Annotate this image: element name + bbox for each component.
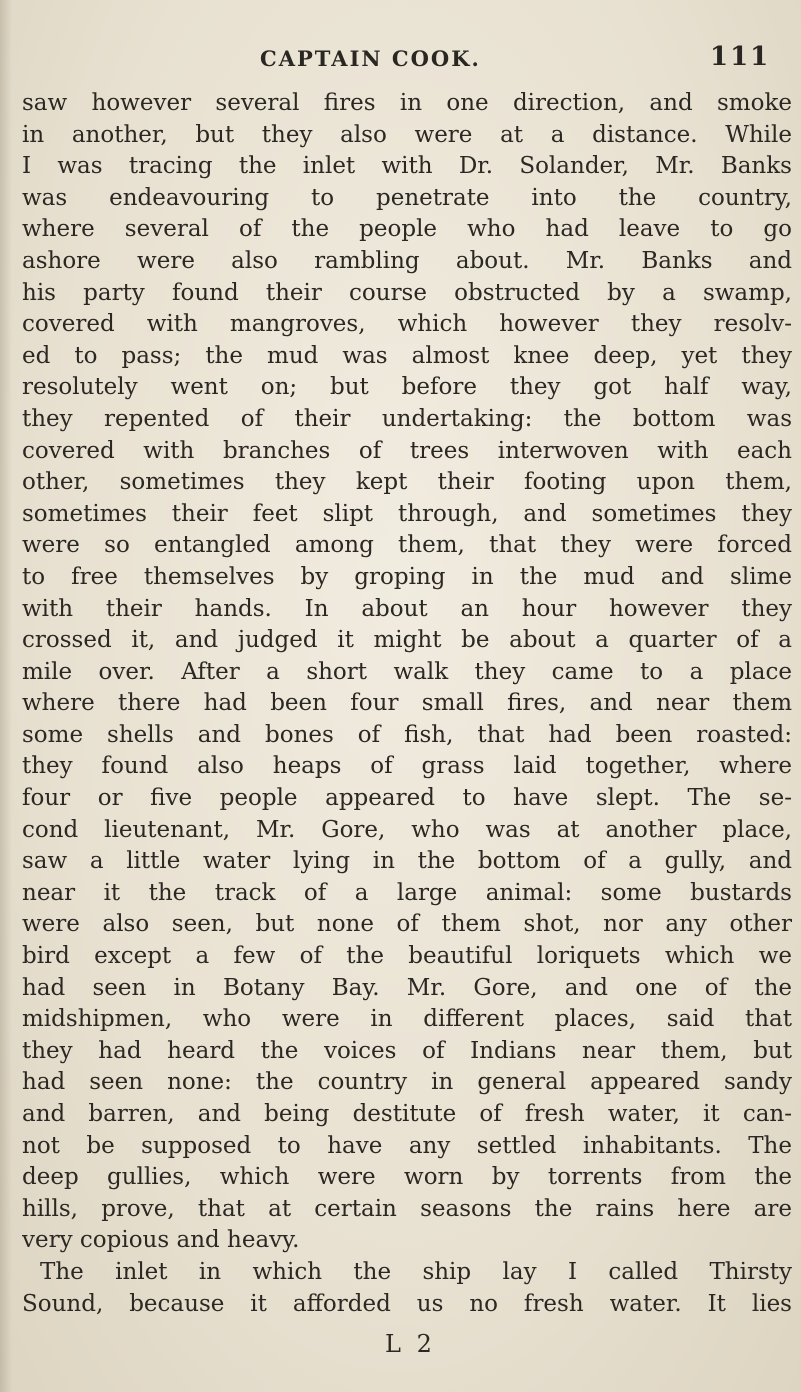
body-text [22,88,792,1320]
text-line: ed to pass; the mud was almost knee deep, yet they [22,342,792,369]
text-line: in another, but they also were at a distance. While [22,121,792,148]
text-line: to free themselves by groping in the mud and slime [22,563,792,590]
text-line: cond lieutenant, Mr. Gore, who was at another place, [22,816,792,843]
text-line: was endeavouring to penetrate into the country, [22,184,792,211]
text-line: hills, prove, that at certain seasons the rains here are [22,1195,792,1222]
text-line: I was tracing the inlet with Dr. Solander, Mr. Banks [22,153,792,180]
text-line: not be supposed to have any settled inhabitants. The [22,1132,792,1159]
signature-mark: L 2 [385,1330,436,1358]
text-line: were also seen, but none of them shot, nor any other [22,911,792,938]
text-line: very copious and heavy. [22,1227,300,1254]
text-line: deep gullies, which were worn by torrents from the [22,1164,792,1191]
text-line: Sound, because it afforded us no fresh water. It lies [22,1290,792,1317]
text-line: with their hands. In about an hour however they [22,595,792,622]
page-number: 111 [710,42,771,72]
text-line: saw a little water lying in the bottom of a gully, and [22,848,792,875]
text-line: they repented of their undertaking: the bottom was [22,405,792,432]
text-line: midshipmen, who were in different places, said that [22,1006,792,1033]
text-line: they found also heaps of grass laid together, where [22,753,792,780]
text-line: four or five people appeared to have slept. The se- [22,785,792,812]
text-line: were so entangled among them, that they were forced [22,532,792,559]
text-line: crossed it, and judged it might be about a quarter of a [22,627,792,654]
page-header [0,42,801,86]
text-line: near it the track of a large animal: some bustards [22,879,792,906]
text-line: covered with mangroves, which however they resolv- [22,311,792,338]
running-head: CAPTAIN COOK. [260,46,481,71]
text-line: covered with branches of trees interwoven with each [22,437,792,464]
text-line: The inlet in which the ship lay I called Thirsty [40,1258,792,1285]
text-line: where there had been four small fires, and near them [22,690,792,717]
text-line: resolutely went on; but before they got half way, [22,374,792,401]
text-line: some shells and bones of fish, that had been roasted: [22,721,792,748]
page-edge-shadow [0,0,12,1392]
text-line: they had heard the voices of Indians near them, but [22,1037,792,1064]
text-line: sometimes their feet slipt through, and sometimes they [22,500,792,527]
text-line: where several of the people who had leave to go [22,216,792,243]
text-line: his party found their course obstructed by a swamp, [22,279,792,306]
text-line: mile over. After a short walk they came to a place [22,658,792,685]
text-line: and barren, and being destitute of fresh water, it can- [22,1101,792,1127]
text-line: had seen none: the country in general appeared sandy [22,1069,792,1096]
text-line: had seen in Botany Bay. Mr. Gore, and one of the [22,974,792,1001]
text-line: bird except a few of the beautiful loriquets which we [22,943,792,970]
text-line: saw however several fires in one direction, and smoke [22,90,792,116]
text-line: ashore were also rambling about. Mr. Banks and [22,247,792,274]
text-line: other, sometimes they kept their footing upon them, [22,469,792,496]
